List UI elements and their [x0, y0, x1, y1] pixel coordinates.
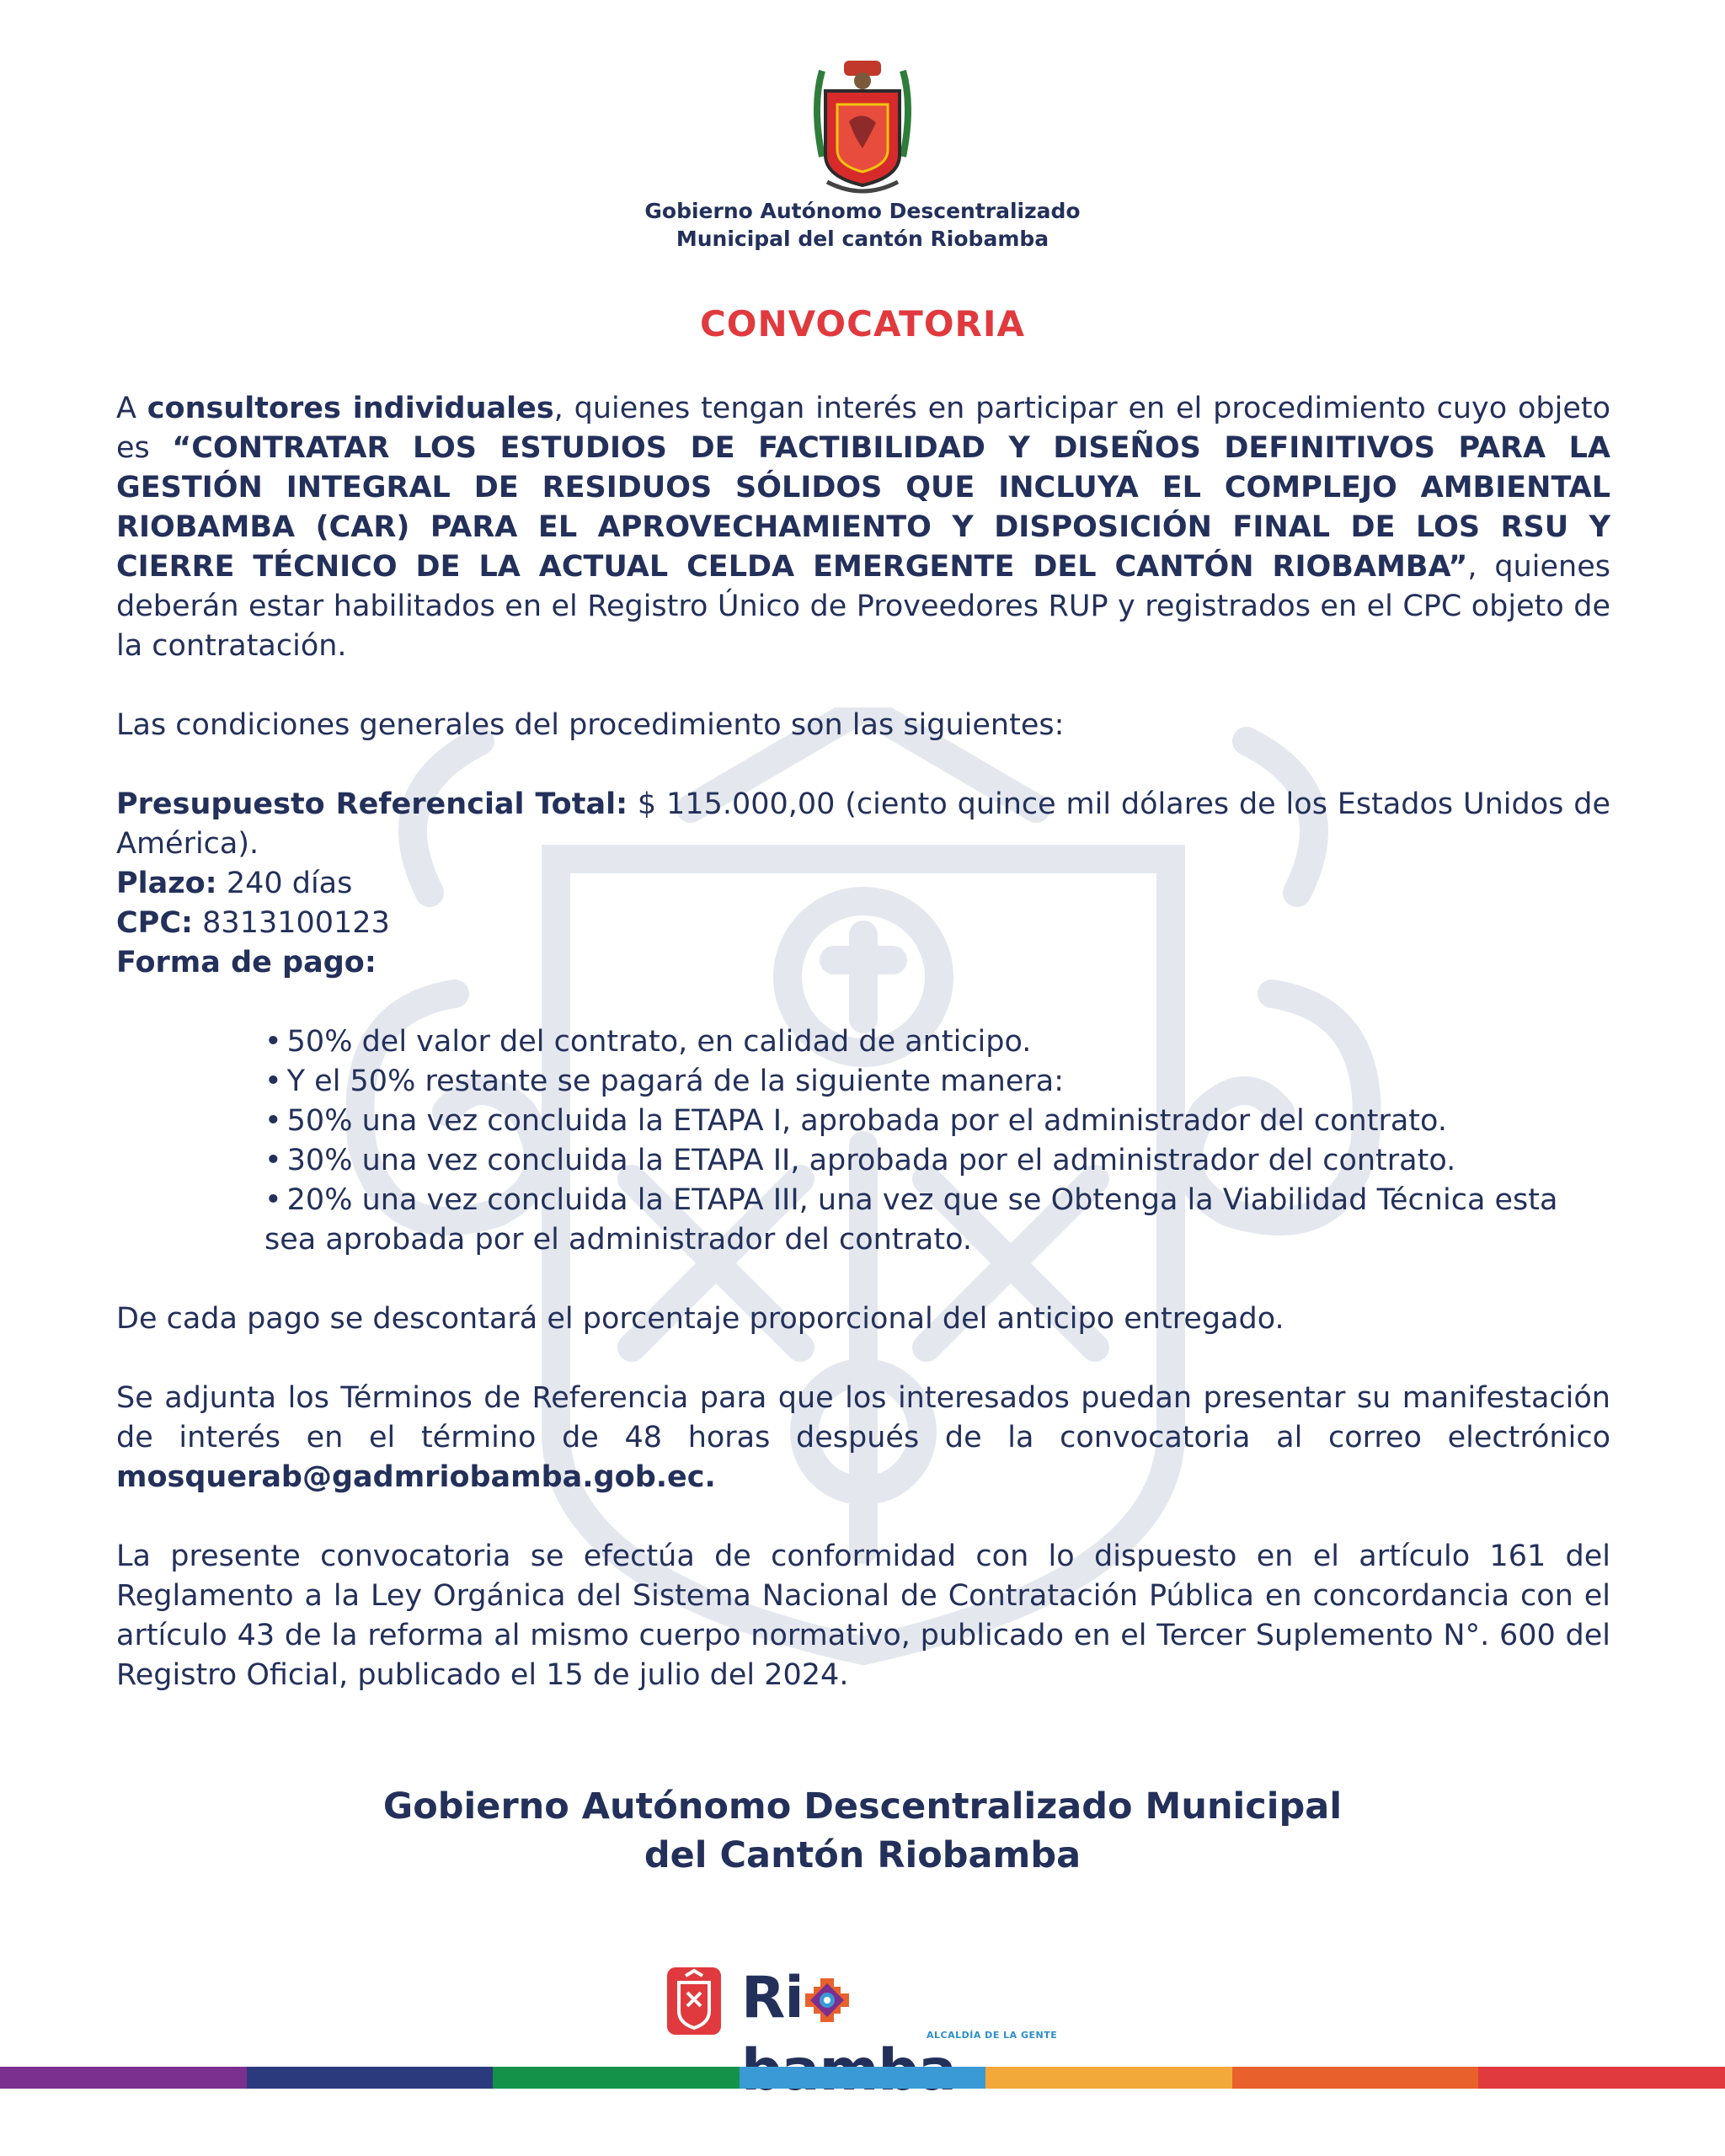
cpc-value: 8313100123 — [193, 906, 390, 940]
term-label: Plazo: — [116, 867, 217, 900]
payment-item-text: 30% una vez concluida la ETAPA II, aprobada por el administrador del contrato. — [286, 1144, 1456, 1177]
logo-word-a: Ri — [741, 1965, 804, 2031]
budget-label: Presupuesto Referencial Total: — [116, 787, 628, 821]
stripe-segment — [740, 2067, 986, 2089]
payment-item-text: 50% del valor del contrato, en calidad de anticipo. — [286, 1025, 1032, 1059]
cpc-label: CPC: — [116, 906, 194, 940]
stripe-segment — [985, 2067, 1232, 2089]
chakana-icon — [805, 1978, 849, 2022]
bullet-icon: • — [264, 1144, 282, 1177]
list-item — [264, 1141, 1610, 1181]
list-item — [264, 1102, 1610, 1141]
attachment-paragraph — [116, 1379, 1610, 1497]
contact-email-link[interactable]: mosquerab@gadmriobamba.gob.ec. — [116, 1460, 716, 1494]
intro-part2: , quienes tengan interés en participar en el procedimiento cuyo objeto es — [116, 392, 1610, 465]
advance-note: De cada pago se descontará el porcentaje proporcional del anticipo entregado. — [116, 1302, 1284, 1336]
page-title: CONVOCATORIA — [699, 303, 1026, 344]
intro-audience: consultores individuales — [147, 392, 554, 425]
list-item — [264, 1062, 1610, 1102]
footer-issuer — [0, 1782, 1725, 1880]
intro-part3: , quienes deberán estar habilitados en el Registro Único de Proveedores RUP y registrados en el CPC objeto de la contratación. — [116, 550, 1610, 663]
logo-tagline: ALCALDÍA DE LA GENTE — [927, 2030, 1058, 2041]
budget-value: $ 115.000,00 (ciento quince mil dólares de los Estados Unidos de América). — [116, 787, 1610, 861]
payment-item-text: 20% una vez concluida la ETAPA III, una vez que se Obtenga la Viabilidad Técnica esta sea aprobada por el administrador del contrato. — [264, 1183, 1558, 1257]
bullet-icon: • — [264, 1025, 282, 1059]
budget-line — [116, 785, 1610, 864]
payment-list — [116, 1022, 1610, 1260]
payment-item-text: 50% una vez concluida la ETAPA I, aprobada por el administrador del contrato. — [286, 1104, 1447, 1138]
payment-label: Forma de pago: — [116, 946, 377, 979]
attachment-text: Se adjunta los Términos de Referencia para que los interesados puedan presentar su manifestación de interés en el término de 48 horas después de la convocatoria al correo electrónico — [116, 1381, 1610, 1454]
stripe-segment — [1232, 2067, 1479, 2089]
municipal-crest-icon — [810, 56, 915, 197]
payment-item-text: Y el 50% restante se pagará de la siguiente manera: — [286, 1065, 1065, 1098]
footer-issuer-line2: del Cantón Riobamba — [644, 1834, 1081, 1876]
intro-paragraph — [116, 389, 1610, 666]
term-line — [116, 864, 1610, 904]
bullet-icon: • — [264, 1065, 282, 1098]
term-value: 240 días — [216, 867, 353, 900]
footer-issuer-line1: Gobierno Autónomo Descentralizado Municipal — [382, 1785, 1343, 1828]
cpc-line — [116, 904, 1610, 943]
list-item — [264, 1022, 1610, 1062]
bullet-icon: • — [264, 1104, 282, 1138]
header-issuer-line1: Gobierno Autónomo Descentralizado — [644, 199, 1081, 223]
header-issuer-line2: Municipal del cantón Riobamba — [676, 227, 1049, 251]
color-stripe — [0, 2067, 1725, 2089]
intro-part1: A — [116, 392, 147, 425]
conditions-intro: Las condiciones generales del procedimiento son las siguientes: — [116, 708, 1065, 742]
riobamba-badge-icon — [667, 1967, 721, 2035]
riobamba-logo — [667, 1962, 1063, 2041]
list-item — [264, 1181, 1610, 1260]
stripe-segment — [0, 2067, 247, 2089]
header-issuer — [0, 197, 1725, 253]
bullet-icon: • — [264, 1183, 282, 1217]
stripe-segment — [1478, 2067, 1725, 2089]
stripe-segment — [493, 2067, 740, 2089]
intro-object: “CONTRATAR LOS ESTUDIOS DE FACTIBILIDAD Y DISEÑOS DEFINITIVOS PARA LA GESTIÓN INTEGRAL DE RESIDUOS SÓLIDOS QUE INCLUYA EL COMPLEJO AMBIENTAL RIOBAMBA (CAR) PARA EL APROVECHAMIENTO Y DISPOSICIÓN FINAL DE LOS RSU Y CIERRE TÉCNICO DE LA ACTUAL CELDA EMERGENTE DEL CANTÓN RIOBAMBA” — [116, 431, 1610, 584]
document-body — [116, 389, 1610, 1695]
legal-paragraph: La presente convocatoria se efectúa de conformidad con lo dispuesto en el artículo 161 del Reglamento a la Ley Orgánica del Sistema Nacional de Contratación Pública en concordancia con el artículo 43 de la reforma al mismo cuerpo normativo, publicado en el Tercer Suplemento N°. 600 del Registro Oficial, publicado el 15 de julio del 2024. — [116, 1540, 1610, 1692]
stripe-segment — [247, 2067, 494, 2089]
